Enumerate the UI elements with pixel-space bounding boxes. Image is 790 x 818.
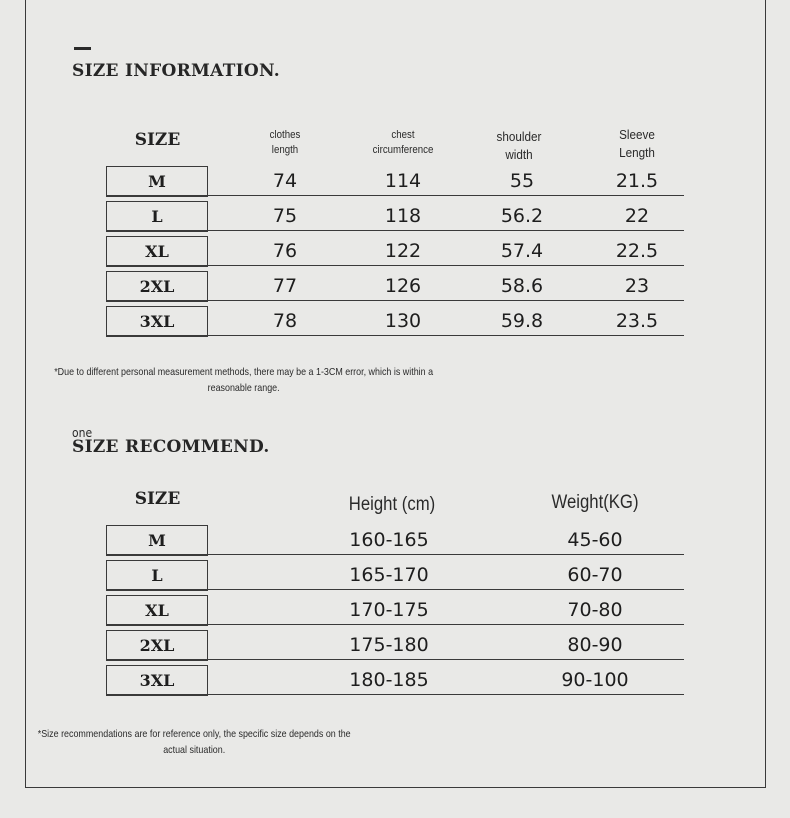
table-cell: 58.6 xyxy=(500,275,544,297)
size-information-title: SIZE INFORMATION. xyxy=(72,61,280,81)
table-cell: 114 xyxy=(384,170,422,192)
table-row xyxy=(106,630,684,660)
note-line: actual situation. xyxy=(163,744,226,757)
table-row xyxy=(106,525,684,555)
table-cell: 59.8 xyxy=(500,310,544,332)
col-head-clothes-length xyxy=(270,128,301,158)
table-cell: 60-70 xyxy=(567,564,623,586)
title-dash xyxy=(74,47,91,50)
size-cell: 2XL xyxy=(106,271,208,302)
col-head-line: chest xyxy=(391,129,415,141)
table-row xyxy=(106,595,684,625)
table-cell: 70-80 xyxy=(567,599,623,621)
col-head-line: shoulder xyxy=(496,129,542,144)
measurement-note xyxy=(46,364,441,397)
table-cell: 55 xyxy=(509,170,535,192)
size-cell: L xyxy=(106,560,208,591)
col-head-line: clothes xyxy=(269,129,301,141)
table-cell: 122 xyxy=(384,240,422,262)
table-cell: 126 xyxy=(384,275,422,297)
col-head-line: width xyxy=(505,146,533,162)
table-cell: 57.4 xyxy=(500,240,544,262)
col-head-line: length xyxy=(271,143,299,156)
note-line: reasonable range. xyxy=(207,382,280,395)
table-cell: 21.5 xyxy=(615,170,659,192)
table-row xyxy=(106,306,684,336)
table-row xyxy=(106,665,684,695)
table-cell: 90-100 xyxy=(561,669,629,691)
table-cell: 22 xyxy=(624,205,650,227)
table-row xyxy=(106,201,684,231)
col-head-shoulder-width xyxy=(497,128,542,163)
size-cell: 3XL xyxy=(106,306,208,337)
table-cell: 165-170 xyxy=(349,564,429,586)
info-size-header: SIZE xyxy=(134,130,181,150)
section-eyebrow: one xyxy=(72,426,93,440)
size-cell: L xyxy=(106,201,208,232)
table-cell: 22.5 xyxy=(615,240,659,262)
table-row xyxy=(106,271,684,301)
table-cell: 76 xyxy=(272,240,298,262)
col-head-weight: Weight(KG) xyxy=(551,492,639,513)
table-cell: 23.5 xyxy=(615,310,659,332)
table-cell: 77 xyxy=(272,275,298,297)
col-head-line: Sleeve xyxy=(619,127,655,142)
table-cell: 118 xyxy=(384,205,422,227)
table-cell: 175-180 xyxy=(349,634,429,656)
col-head-chest-circumference xyxy=(373,128,434,158)
size-cell: XL xyxy=(106,236,208,267)
size-cell: XL xyxy=(106,595,208,626)
recommend-note xyxy=(31,726,357,759)
table-cell: 45-60 xyxy=(567,529,623,551)
col-head-sleeve-length xyxy=(619,126,655,161)
note-line: *Size recommendations are for reference only, the specific size depends on the xyxy=(37,728,351,740)
size-cell: 3XL xyxy=(106,665,208,696)
size-cell: M xyxy=(106,166,208,197)
table-cell: 78 xyxy=(272,310,298,332)
size-cell: M xyxy=(106,525,208,556)
note-line: *Due to different personal measurement methods, there may be a 1-3CM error, which is within a xyxy=(54,366,434,378)
col-head-line: Length xyxy=(619,144,655,160)
table-cell: 160-165 xyxy=(349,529,429,551)
table-row xyxy=(106,560,684,590)
col-head-line: circumference xyxy=(372,143,434,156)
table-cell: 130 xyxy=(384,310,422,332)
table-cell: 23 xyxy=(624,275,650,297)
recommend-size-header: SIZE xyxy=(134,489,181,509)
table-cell: 56.2 xyxy=(500,205,544,227)
size-cell: 2XL xyxy=(106,630,208,661)
table-cell: 180-185 xyxy=(349,669,429,691)
table-cell: 75 xyxy=(272,205,298,227)
size-recommend-title: SIZE RECOMMEND. xyxy=(72,437,270,457)
table-cell: 80-90 xyxy=(567,634,623,656)
table-row xyxy=(106,166,684,196)
table-row xyxy=(106,236,684,266)
table-cell: 74 xyxy=(272,170,298,192)
col-head-height: Height (cm) xyxy=(348,494,436,515)
table-cell: 170-175 xyxy=(349,599,429,621)
